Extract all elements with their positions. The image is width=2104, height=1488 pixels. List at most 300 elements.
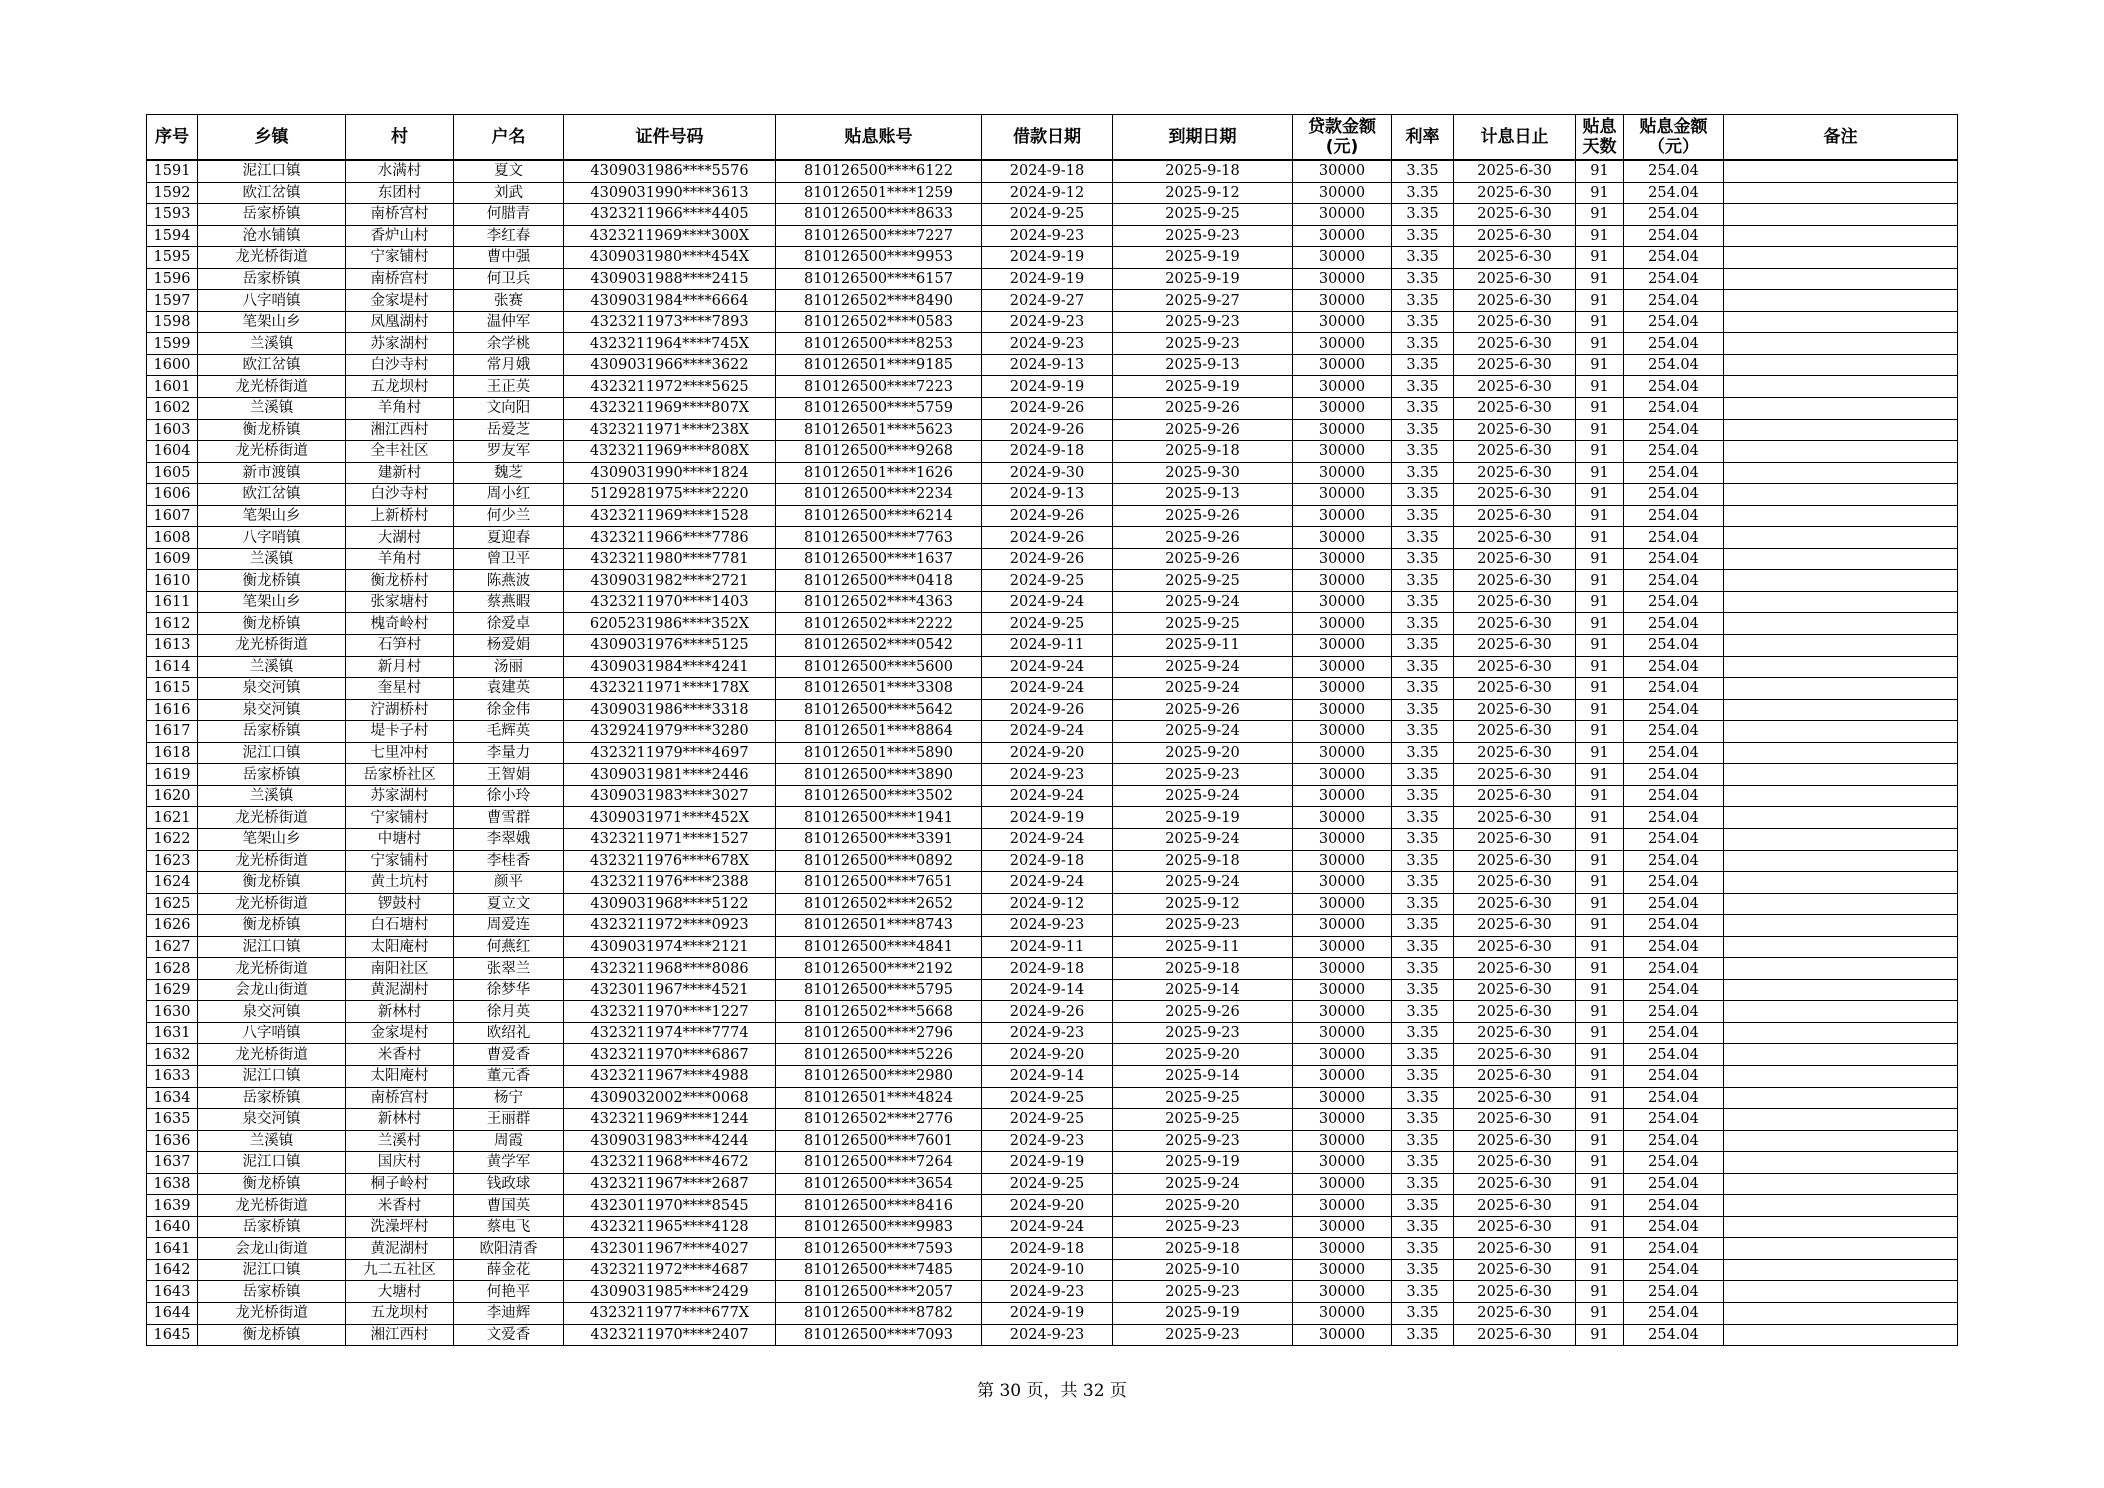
interest-end-date-cell: 2025-6-30: [1454, 635, 1576, 657]
loan-date-cell: 2024-9-18: [982, 850, 1113, 872]
row-index-cell: 1611: [147, 591, 198, 613]
due-date-cell: 2025-9-25: [1113, 613, 1293, 635]
subsidy-days-cell: 91: [1576, 204, 1624, 226]
table-row: [147, 721, 1958, 743]
row-index-cell: 1598: [147, 311, 198, 333]
village-cell: 太阳庵村: [346, 1065, 454, 1087]
account-name-cell: 李桂香: [454, 850, 564, 872]
subsidy-amount-cell: 254.04: [1624, 850, 1724, 872]
loan-amount-cell: 30000: [1293, 1324, 1392, 1346]
rate-cell: 3.35: [1392, 936, 1454, 958]
due-date-cell: 2025-9-24: [1113, 656, 1293, 678]
table-row: [147, 398, 1958, 420]
loan-amount-cell: 30000: [1293, 721, 1392, 743]
loan-amount-cell: 30000: [1293, 376, 1392, 398]
loan-date-cell: 2024-9-18: [982, 441, 1113, 463]
id-number-cell: 4323011967****4521: [564, 979, 776, 1001]
due-date-cell: 2025-9-27: [1113, 290, 1293, 312]
subsidy-amount-cell: 254.04: [1624, 247, 1724, 269]
row-index-cell: 1637: [147, 1152, 198, 1174]
subsidy-amount-cell: 254.04: [1624, 915, 1724, 937]
township-cell: 龙光桥街道: [198, 376, 346, 398]
account-name-cell: 余学桃: [454, 333, 564, 355]
subsidy-amount-cell: 254.04: [1624, 182, 1724, 204]
subsidy-account-cell: 810126500****7093: [776, 1324, 982, 1346]
page-number: 第 30 页，共 32 页: [977, 1381, 1127, 1401]
row-index-cell: 1609: [147, 548, 198, 570]
subsidy-account-cell: 810126501****1626: [776, 462, 982, 484]
township-cell: 兰溪镇: [198, 333, 346, 355]
township-cell: 衡龙桥镇: [198, 915, 346, 937]
subsidy-amount-cell: 254.04: [1624, 527, 1724, 549]
row-index-cell: 1632: [147, 1044, 198, 1066]
account-name-cell: 陈燕波: [454, 570, 564, 592]
subsidy-days-cell: 91: [1576, 527, 1624, 549]
account-name-cell: 李翠娥: [454, 828, 564, 850]
subsidy-days-cell: 91: [1576, 1216, 1624, 1238]
township-cell: 泥江口镇: [198, 1259, 346, 1281]
subsidy-account-cell: 810126500****2234: [776, 484, 982, 506]
row-index-cell: 1627: [147, 936, 198, 958]
row-index-cell: 1612: [147, 613, 198, 635]
due-date-cell: 2025-9-23: [1113, 1281, 1293, 1303]
rate-cell: 3.35: [1392, 635, 1454, 657]
id-number-cell: 4323211970****1227: [564, 1001, 776, 1023]
row-index-cell: 1630: [147, 1001, 198, 1023]
id-number-cell: 4323211965****4128: [564, 1216, 776, 1238]
loan-date-cell: 2024-9-24: [982, 828, 1113, 850]
rate-cell: 3.35: [1392, 1044, 1454, 1066]
loan-amount-cell: 30000: [1293, 1216, 1392, 1238]
township-cell: 八字哨镇: [198, 527, 346, 549]
due-date-cell: 2025-9-23: [1113, 1324, 1293, 1346]
table-row: [147, 548, 1958, 570]
interest-end-date-cell: 2025-6-30: [1454, 419, 1576, 441]
id-number-cell: 6205231986****352X: [564, 613, 776, 635]
subsidy-account-cell: 810126500****6122: [776, 160, 982, 182]
subsidy-account-cell: 810126501****8864: [776, 721, 982, 743]
header-subsidy-account: 贴息账号: [776, 115, 982, 161]
subsidy-amount-cell: 254.04: [1624, 1044, 1724, 1066]
subsidy-days-cell: 91: [1576, 1065, 1624, 1087]
loan-amount-cell: 30000: [1293, 958, 1392, 980]
loan-date-cell: 2024-9-23: [982, 764, 1113, 786]
row-index-cell: 1631: [147, 1022, 198, 1044]
township-cell: 泥江口镇: [198, 1065, 346, 1087]
loan-date-cell: 2024-9-10: [982, 1259, 1113, 1281]
due-date-cell: 2025-9-19: [1113, 1152, 1293, 1174]
remarks-cell: [1724, 764, 1958, 786]
rate-cell: 3.35: [1392, 1109, 1454, 1131]
account-name-cell: 钱政球: [454, 1173, 564, 1195]
row-index-cell: 1593: [147, 204, 198, 226]
subsidy-account-cell: 810126500****7601: [776, 1130, 982, 1152]
table-row: [147, 872, 1958, 894]
table-row: [147, 785, 1958, 807]
remarks-cell: [1724, 225, 1958, 247]
township-cell: 兰溪镇: [198, 785, 346, 807]
due-date-cell: 2025-9-23: [1113, 1216, 1293, 1238]
subsidy-table: [146, 114, 1958, 1346]
remarks-cell: [1724, 354, 1958, 376]
loan-date-cell: 2024-9-23: [982, 1130, 1113, 1152]
subsidy-days-cell: 91: [1576, 936, 1624, 958]
loan-date-cell: 2024-9-11: [982, 635, 1113, 657]
account-name-cell: 欧绍礼: [454, 1022, 564, 1044]
loan-date-cell: 2024-9-23: [982, 1022, 1113, 1044]
account-name-cell: 曹中强: [454, 247, 564, 269]
interest-end-date-cell: 2025-6-30: [1454, 354, 1576, 376]
subsidy-account-cell: 810126500****7593: [776, 1238, 982, 1260]
account-name-cell: 曾卫平: [454, 548, 564, 570]
subsidy-days-cell: 91: [1576, 807, 1624, 829]
remarks-cell: [1724, 548, 1958, 570]
interest-end-date-cell: 2025-6-30: [1454, 204, 1576, 226]
table-row: [147, 1022, 1958, 1044]
interest-end-date-cell: 2025-6-30: [1454, 721, 1576, 743]
table-row: [147, 182, 1958, 204]
row-index-cell: 1607: [147, 505, 198, 527]
account-name-cell: 魏芝: [454, 462, 564, 484]
id-number-cell: 4323211967****4988: [564, 1065, 776, 1087]
id-number-cell: 4309031984****6664: [564, 290, 776, 312]
row-index-cell: 1640: [147, 1216, 198, 1238]
id-number-cell: 4309031971****452X: [564, 807, 776, 829]
subsidy-amount-cell: 254.04: [1624, 1130, 1724, 1152]
subsidy-amount-cell: 254.04: [1624, 764, 1724, 786]
village-cell: 白石塘村: [346, 915, 454, 937]
table-row: [147, 1109, 1958, 1131]
loan-date-cell: 2024-9-25: [982, 1173, 1113, 1195]
township-cell: 笔架山乡: [198, 591, 346, 613]
remarks-cell: [1724, 721, 1958, 743]
due-date-cell: 2025-9-23: [1113, 1022, 1293, 1044]
remarks-cell: [1724, 1195, 1958, 1217]
table-row: [147, 204, 1958, 226]
id-number-cell: 4323211971****1527: [564, 828, 776, 850]
subsidy-account-cell: 810126501****5890: [776, 742, 982, 764]
township-cell: 欧江岔镇: [198, 182, 346, 204]
village-cell: 新林村: [346, 1109, 454, 1131]
table-row: [147, 807, 1958, 829]
loan-date-cell: 2024-9-24: [982, 1216, 1113, 1238]
row-index-cell: 1626: [147, 915, 198, 937]
rate-cell: 3.35: [1392, 441, 1454, 463]
township-cell: 岳家桥镇: [198, 1216, 346, 1238]
header-subsidy-days: 贴息 天数: [1576, 115, 1624, 161]
subsidy-amount-cell: 254.04: [1624, 1302, 1724, 1324]
table-header-row: [147, 115, 1958, 161]
loan-amount-cell: 30000: [1293, 354, 1392, 376]
table-row: [147, 1173, 1958, 1195]
loan-date-cell: 2024-9-19: [982, 268, 1113, 290]
account-name-cell: 汤丽: [454, 656, 564, 678]
subsidy-days-cell: 91: [1576, 850, 1624, 872]
row-index-cell: 1618: [147, 742, 198, 764]
subsidy-account-cell: 810126500****2980: [776, 1065, 982, 1087]
rate-cell: 3.35: [1392, 182, 1454, 204]
row-index-cell: 1601: [147, 376, 198, 398]
id-number-cell: 4323211977****677X: [564, 1302, 776, 1324]
loan-date-cell: 2024-9-19: [982, 1152, 1113, 1174]
remarks-cell: [1724, 1087, 1958, 1109]
subsidy-days-cell: 91: [1576, 828, 1624, 850]
township-cell: 岳家桥镇: [198, 268, 346, 290]
interest-end-date-cell: 2025-6-30: [1454, 1130, 1576, 1152]
village-cell: 南桥宫村: [346, 268, 454, 290]
village-cell: 新林村: [346, 1001, 454, 1023]
loan-amount-cell: 30000: [1293, 742, 1392, 764]
interest-end-date-cell: 2025-6-30: [1454, 1022, 1576, 1044]
id-number-cell: 4323211969****300X: [564, 225, 776, 247]
row-index-cell: 1596: [147, 268, 198, 290]
remarks-cell: [1724, 441, 1958, 463]
remarks-cell: [1724, 635, 1958, 657]
table-row: [147, 699, 1958, 721]
loan-date-cell: 2024-9-19: [982, 807, 1113, 829]
interest-end-date-cell: 2025-6-30: [1454, 1302, 1576, 1324]
due-date-cell: 2025-9-10: [1113, 1259, 1293, 1281]
interest-end-date-cell: 2025-6-30: [1454, 785, 1576, 807]
subsidy-account-cell: 810126500****8416: [776, 1195, 982, 1217]
due-date-cell: 2025-9-14: [1113, 1065, 1293, 1087]
subsidy-days-cell: 91: [1576, 979, 1624, 1001]
interest-end-date-cell: 2025-6-30: [1454, 656, 1576, 678]
subsidy-days-cell: 91: [1576, 721, 1624, 743]
loan-date-cell: 2024-9-25: [982, 570, 1113, 592]
village-cell: 黄泥湖村: [346, 1238, 454, 1260]
subsidy-days-cell: 91: [1576, 505, 1624, 527]
subsidy-days-cell: 91: [1576, 1259, 1624, 1281]
remarks-cell: [1724, 311, 1958, 333]
account-name-cell: 周小红: [454, 484, 564, 506]
remarks-cell: [1724, 979, 1958, 1001]
loan-date-cell: 2024-9-24: [982, 872, 1113, 894]
row-index-cell: 1644: [147, 1302, 198, 1324]
id-number-cell: 4323211974****7774: [564, 1022, 776, 1044]
subsidy-days-cell: 91: [1576, 1001, 1624, 1023]
rate-cell: 3.35: [1392, 505, 1454, 527]
subsidy-days-cell: 91: [1576, 268, 1624, 290]
loan-date-cell: 2024-9-23: [982, 225, 1113, 247]
table-row: [147, 1324, 1958, 1346]
table-row: [147, 958, 1958, 980]
subsidy-amount-cell: 254.04: [1624, 979, 1724, 1001]
due-date-cell: 2025-9-11: [1113, 936, 1293, 958]
village-cell: 张家塘村: [346, 591, 454, 613]
loan-date-cell: 2024-9-25: [982, 613, 1113, 635]
township-cell: 会龙山街道: [198, 1238, 346, 1260]
table-row: [147, 1216, 1958, 1238]
due-date-cell: 2025-9-24: [1113, 785, 1293, 807]
loan-date-cell: 2024-9-26: [982, 548, 1113, 570]
remarks-cell: [1724, 182, 1958, 204]
due-date-cell: 2025-9-20: [1113, 742, 1293, 764]
interest-end-date-cell: 2025-6-30: [1454, 1152, 1576, 1174]
remarks-cell: [1724, 893, 1958, 915]
rate-cell: 3.35: [1392, 1324, 1454, 1346]
row-index-cell: 1624: [147, 872, 198, 894]
interest-end-date-cell: 2025-6-30: [1454, 591, 1576, 613]
rate-cell: 3.35: [1392, 764, 1454, 786]
subsidy-days-cell: 91: [1576, 376, 1624, 398]
header-rate: 利率: [1392, 115, 1454, 161]
rate-cell: 3.35: [1392, 570, 1454, 592]
loan-date-cell: 2024-9-20: [982, 1195, 1113, 1217]
row-index-cell: 1621: [147, 807, 198, 829]
subsidy-amount-cell: 254.04: [1624, 635, 1724, 657]
township-cell: 泉交河镇: [198, 1001, 346, 1023]
loan-date-cell: 2024-9-13: [982, 354, 1113, 376]
id-number-cell: 4323211970****6867: [564, 1044, 776, 1066]
village-cell: 上新桥村: [346, 505, 454, 527]
subsidy-days-cell: 91: [1576, 591, 1624, 613]
subsidy-days-cell: 91: [1576, 441, 1624, 463]
interest-end-date-cell: 2025-6-30: [1454, 872, 1576, 894]
township-cell: 岳家桥镇: [198, 204, 346, 226]
subsidy-days-cell: 91: [1576, 893, 1624, 915]
interest-end-date-cell: 2025-6-30: [1454, 462, 1576, 484]
row-index-cell: 1595: [147, 247, 198, 269]
remarks-cell: [1724, 656, 1958, 678]
row-index-cell: 1623: [147, 850, 198, 872]
header-township: 乡镇: [198, 115, 346, 161]
id-number-cell: 4323211972****4687: [564, 1259, 776, 1281]
subsidy-amount-cell: 254.04: [1624, 1152, 1724, 1174]
loan-date-cell: 2024-9-25: [982, 1109, 1113, 1131]
remarks-cell: [1724, 742, 1958, 764]
remarks-cell: [1724, 1130, 1958, 1152]
loan-amount-cell: 30000: [1293, 225, 1392, 247]
remarks-cell: [1724, 785, 1958, 807]
subsidy-amount-cell: 254.04: [1624, 742, 1724, 764]
account-name-cell: 温仲军: [454, 311, 564, 333]
table-row: [147, 850, 1958, 872]
subsidy-days-cell: 91: [1576, 160, 1624, 182]
subsidy-account-cell: 810126500****9983: [776, 1216, 982, 1238]
table-row: [147, 311, 1958, 333]
village-cell: 太阳庵村: [346, 936, 454, 958]
id-number-cell: 4323211976****2388: [564, 872, 776, 894]
loan-date-cell: 2024-9-24: [982, 656, 1113, 678]
row-index-cell: 1643: [147, 1281, 198, 1303]
loan-amount-cell: 30000: [1293, 204, 1392, 226]
id-number-cell: 4323211969****808X: [564, 441, 776, 463]
due-date-cell: 2025-9-26: [1113, 419, 1293, 441]
remarks-cell: [1724, 591, 1958, 613]
subsidy-amount-cell: 254.04: [1624, 376, 1724, 398]
table-row: [147, 462, 1958, 484]
subsidy-amount-cell: 254.04: [1624, 893, 1724, 915]
loan-amount-cell: 30000: [1293, 785, 1392, 807]
row-index-cell: 1620: [147, 785, 198, 807]
rate-cell: 3.35: [1392, 548, 1454, 570]
table-row: [147, 225, 1958, 247]
subsidy-amount-cell: 254.04: [1624, 828, 1724, 850]
account-name-cell: 徐月英: [454, 1001, 564, 1023]
remarks-cell: [1724, 1324, 1958, 1346]
subsidy-amount-cell: 254.04: [1624, 807, 1724, 829]
loan-date-cell: 2024-9-18: [982, 160, 1113, 182]
remarks-cell: [1724, 915, 1958, 937]
account-name-cell: 李红春: [454, 225, 564, 247]
subsidy-amount-cell: 254.04: [1624, 1195, 1724, 1217]
subsidy-account-cell: 810126500****5600: [776, 656, 982, 678]
table-row: [147, 1001, 1958, 1023]
subsidy-days-cell: 91: [1576, 1238, 1624, 1260]
remarks-cell: [1724, 1281, 1958, 1303]
remarks-cell: [1724, 419, 1958, 441]
township-cell: 泥江口镇: [198, 742, 346, 764]
subsidy-amount-cell: 254.04: [1624, 1109, 1724, 1131]
loan-date-cell: 2024-9-26: [982, 398, 1113, 420]
village-cell: 羊角村: [346, 548, 454, 570]
village-cell: 锣鼓村: [346, 893, 454, 915]
subsidy-days-cell: 91: [1576, 742, 1624, 764]
subsidy-amount-cell: 254.04: [1624, 290, 1724, 312]
rate-cell: 3.35: [1392, 160, 1454, 182]
subsidy-days-cell: 91: [1576, 1022, 1624, 1044]
id-number-cell: 4309031985****2429: [564, 1281, 776, 1303]
village-cell: 湘江西村: [346, 419, 454, 441]
township-cell: 泉交河镇: [198, 1109, 346, 1131]
township-cell: 新市渡镇: [198, 462, 346, 484]
subsidy-days-cell: 91: [1576, 699, 1624, 721]
account-name-cell: 岳爱芝: [454, 419, 564, 441]
loan-amount-cell: 30000: [1293, 1109, 1392, 1131]
due-date-cell: 2025-9-23: [1113, 333, 1293, 355]
account-name-cell: 袁建英: [454, 678, 564, 700]
row-index-cell: 1604: [147, 441, 198, 463]
village-cell: 洗澡坪村: [346, 1216, 454, 1238]
subsidy-account-cell: 810126502****2652: [776, 893, 982, 915]
village-cell: 建新村: [346, 462, 454, 484]
loan-date-cell: 2024-9-23: [982, 311, 1113, 333]
subsidy-amount-cell: 254.04: [1624, 1324, 1724, 1346]
subsidy-amount-cell: 254.04: [1624, 613, 1724, 635]
header-account-name: 户名: [454, 115, 564, 161]
loan-date-cell: 2024-9-26: [982, 699, 1113, 721]
loan-date-cell: 2024-9-18: [982, 958, 1113, 980]
account-name-cell: 王智娟: [454, 764, 564, 786]
interest-end-date-cell: 2025-6-30: [1454, 441, 1576, 463]
table-row: [147, 505, 1958, 527]
subsidy-days-cell: 91: [1576, 548, 1624, 570]
row-index-cell: 1628: [147, 958, 198, 980]
subsidy-days-cell: 91: [1576, 958, 1624, 980]
row-index-cell: 1625: [147, 893, 198, 915]
subsidy-amount-cell: 254.04: [1624, 1281, 1724, 1303]
remarks-cell: [1724, 333, 1958, 355]
interest-end-date-cell: 2025-6-30: [1454, 850, 1576, 872]
due-date-cell: 2025-9-18: [1113, 958, 1293, 980]
loan-date-cell: 2024-9-18: [982, 1238, 1113, 1260]
account-name-cell: 李迪辉: [454, 1302, 564, 1324]
id-number-cell: 4323011970****8545: [564, 1195, 776, 1217]
interest-end-date-cell: 2025-6-30: [1454, 247, 1576, 269]
loan-date-cell: 2024-9-30: [982, 462, 1113, 484]
remarks-cell: [1724, 699, 1958, 721]
row-index-cell: 1599: [147, 333, 198, 355]
table-row: [147, 1195, 1958, 1217]
remarks-cell: [1724, 247, 1958, 269]
table-row: [147, 764, 1958, 786]
loan-amount-cell: 30000: [1293, 915, 1392, 937]
subsidy-account-cell: 810126502****5668: [776, 1001, 982, 1023]
loan-date-cell: 2024-9-23: [982, 1324, 1113, 1346]
township-cell: 笔架山乡: [198, 505, 346, 527]
township-cell: 龙光桥街道: [198, 635, 346, 657]
